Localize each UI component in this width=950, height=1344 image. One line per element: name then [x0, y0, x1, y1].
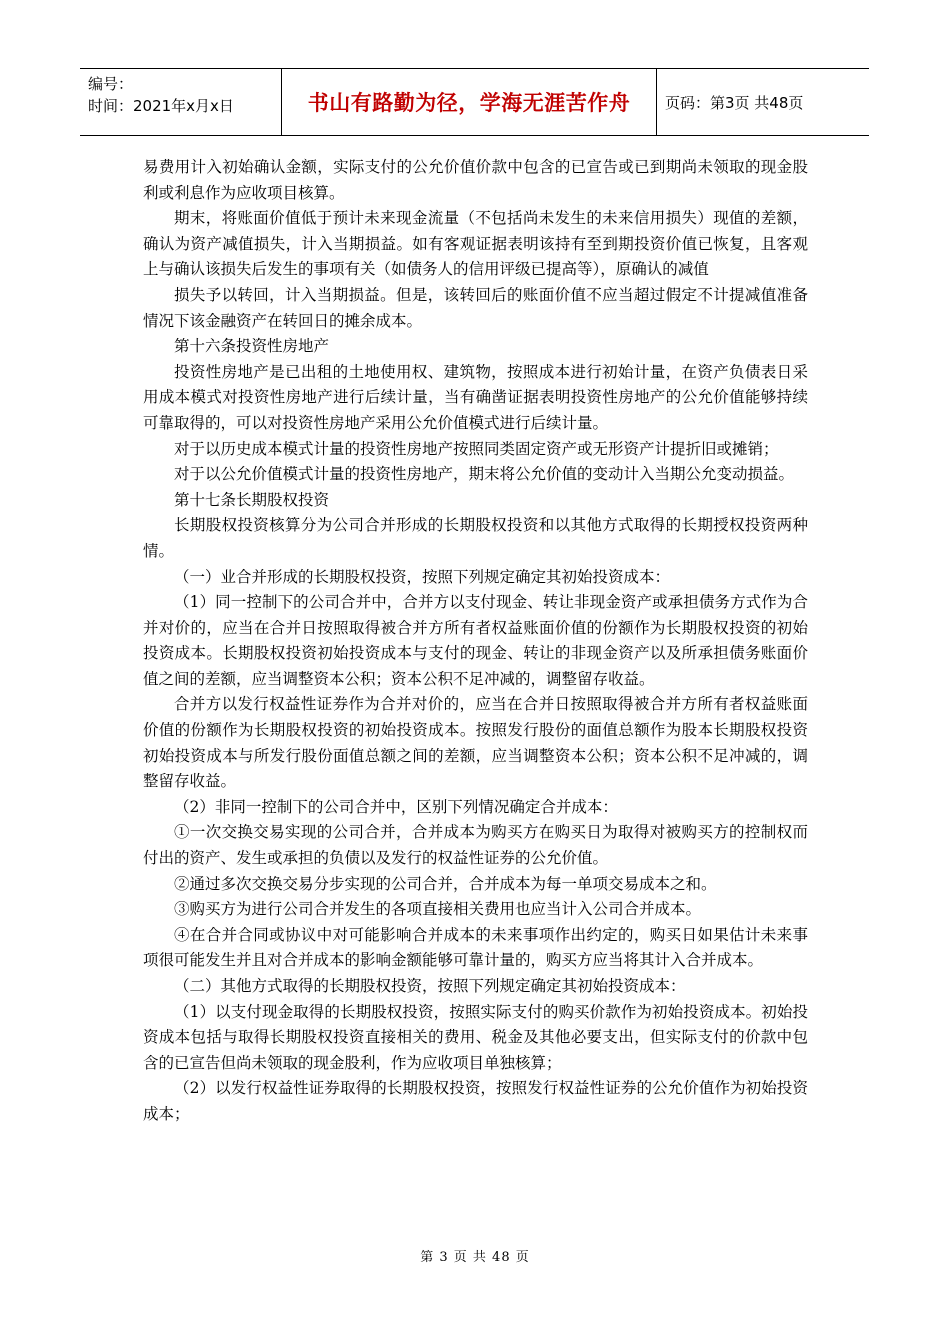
- body-paragraph: ②通过多次交换交易分步实现的公司合并，合并成本为每一单项交易成本之和。: [174, 874, 717, 893]
- body-paragraph: 第十六条投资性房地产: [174, 337, 330, 356]
- body-paragraph: ④在合并合同或协议中对可能影响合并成本的未来事项作出约定的，购买日如果估计未来事项很可能发生并且对合并成本的影响金额能够可靠计量的，购买方应当将其计入合并成本。: [143, 925, 808, 970]
- body-paragraph: 对于以公允价值模式计量的投资性房地产，期末将公允价值的变动计入当期公允变动损益。: [174, 465, 795, 484]
- header-page-label: 页码：第3页 共48页: [665, 93, 804, 112]
- body-paragraph: 长期股权投资核算分为公司合并形成的长期股权投资和以其他方式取得的长期授权投资两种情。: [143, 516, 808, 560]
- body-paragraph: 易费用计入初始确认金额，实际支付的公允价值价款中包含的已宣告或已到期尚未领取的现金股利或利息作为应收项目核算。: [143, 158, 808, 202]
- header-motto: 书山有路勤为径，学海无涯苦作舟: [282, 69, 657, 135]
- page-footer: 第 3 页 共 48 页: [420, 1250, 530, 1265]
- document-number-label: 编号：: [88, 75, 134, 93]
- body-paragraph: 对于以历史成本模式计量的投资性房地产按照同类固定资产或无形资产计提折旧或摊销；: [174, 439, 779, 458]
- header-info-cell: [80, 69, 282, 135]
- body-paragraph: 合并方以发行权益性证券作为合并对价的，应当在合并日按照取得被合并方所有者权益账面价值的份额作为长期股权投资的初始投资成本。按照发行股份的面值总额作为股本长期股权投资初始投资成本与所发行股份面值总额之间的差额，应当调整资本公积；资本公积不足冲减的，调整留存收益。: [143, 695, 808, 791]
- body-paragraph: （二）其他方式取得的长期股权投资，按照下列规定确定其初始投资成本：: [174, 977, 686, 995]
- body-paragraph: ③购买方为进行公司合并发生的各项直接相关费用也应当计入公司合并成本。: [174, 900, 702, 919]
- document-time-label: 时间：2021年x月x日: [88, 97, 234, 115]
- body-paragraph: （2）非同一控制下的公司合并中，区别下列情况确定合并成本：: [174, 797, 618, 816]
- document-body: [143, 155, 808, 1128]
- body-paragraph: 第十七条长期股权投资: [174, 490, 330, 509]
- body-paragraph: 损失予以转回，计入当期损益。但是，该转回后的账面价值不应当超过假定不计提减值准备情况下该金融资产在转回日的摊余成本。: [143, 285, 808, 330]
- page-header: [80, 68, 869, 136]
- body-paragraph: 投资性房地产是已出租的土地使用权、建筑物，按照成本进行初始计量，在资产负债表日采用成本模式对投资性房地产进行后续计量，当有确凿证据表明投资性房地产的公允价值能够持续可靠取得的，可以对投资性房地产采用公允价值模式进行后续计量。: [143, 362, 808, 432]
- body-paragraph: （一）业合并形成的长期股权投资，按照下列规定确定其初始投资成本：: [174, 567, 671, 586]
- body-paragraph: 期末，将账面价值低于预计未来现金流量（不包括尚未发生的未来信用损失）现值的差额，确认为资产减值损失，计入当期损益。如有客观证据表明该持有至到期投资价值已恢复，且客观上与确认该损失后发生的事项有关（如债务人的信用评级已提高等），原确认的减值: [143, 209, 808, 279]
- body-paragraph: ①一次交换交易实现的公司合并，合并成本为购买方在购买日为取得对被购买方的控制权而付出的资产、发生或承担的负债以及发行的权益性证券的公允价值。: [143, 823, 808, 868]
- body-paragraph: （2）以发行权益性证券取得的长期股权投资，按照发行权益性证券的公允价值作为初始投资成本；: [143, 1079, 808, 1123]
- body-paragraph: （1）以支付现金取得的长期股权投资，按照实际支付的购买价款作为初始投资成本。初始投资成本包括与取得长期股权投资直接相关的费用、税金及其他必要支出，但实际支付的价款中包含的已宣告但尚未领取的现金股利，作为应收项目单独核算；: [143, 1002, 808, 1072]
- body-paragraph: （1）同一控制下的公司合并中，合并方以支付现金、转让非现金资产或承担债务方式作为合并对价的，应当在合并日按照取得被合并方所有者权益账面价值的份额作为长期股权投资的初始投资成本。长期股权投资初始投资成本与支付的现金、转让的非现金资产以及所承担债务账面价值之间的差额，应当调整资本公积；资本公积不足冲减的，调整留存收益。: [143, 593, 808, 688]
